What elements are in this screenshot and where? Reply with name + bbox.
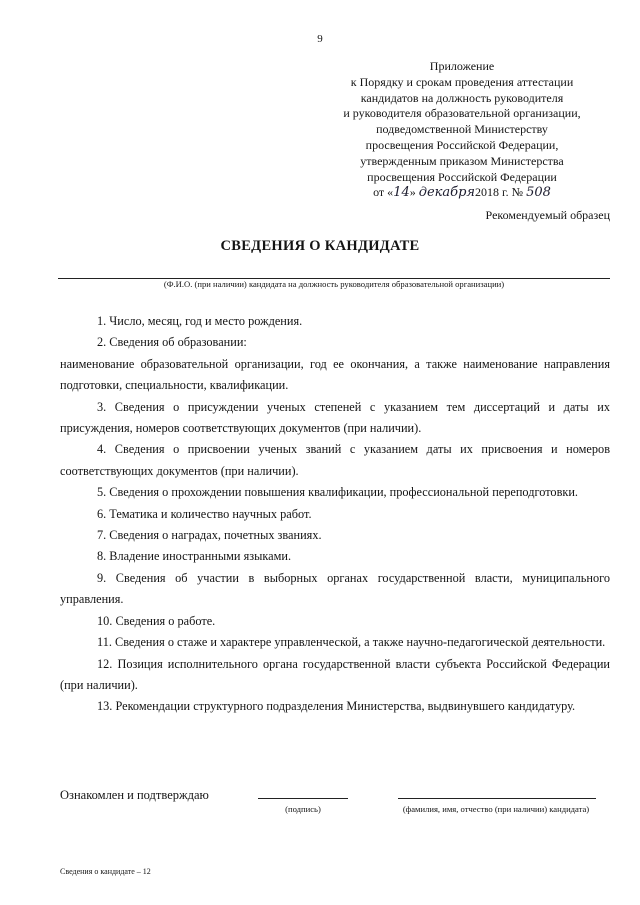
document-title: СВЕДЕНИЯ О КАНДИДАТЕ <box>220 238 420 254</box>
candidate-name-caption: (Ф.И.О. (при наличии) кандидата на должность руководителя образовательной организации) <box>163 279 505 289</box>
list-item: 10. Сведения о работе. <box>97 613 216 628</box>
date-year: 2018 г. № <box>475 185 524 200</box>
list-item: 5. Сведения о прохождении повышения квалификации, профессиональной переподготовки. <box>97 485 579 500</box>
date-prefix: от « <box>373 185 394 200</box>
list-item: 8. Владение иностранными языками. <box>97 549 292 564</box>
appendix-line: просвещения Российской Федерации <box>367 169 557 184</box>
list-item: 11. Сведения о стаже и характере управленческой, а также научно-педагогической деятельности. <box>97 635 606 650</box>
acknowledgement-label: Ознакомлен и подтверждаю <box>60 788 209 802</box>
date-mid: » <box>409 185 419 200</box>
appendix-line: и руководителя образовательной организации, <box>343 106 581 121</box>
appendix-line: просвещения Российской Федерации, <box>365 137 559 152</box>
list-item: 6. Тематика и количество научных работ. <box>97 506 312 521</box>
list-item: 13. Рекомендации структурного подразделения Министерства, выдвинувшего кандидатуру. <box>97 699 576 714</box>
handwritten-month: декабря <box>418 185 476 201</box>
appendix-line: утвержденным приказом Министерства <box>360 153 564 168</box>
handwritten-day: 14 <box>393 185 410 201</box>
list-item: наименование образовательной организации, год ее окончания, а также наименование направления подготовки, специальности, квалификации. <box>60 356 610 393</box>
list-item: 12. Позиция исполнительного органа государственной власти субъекта Российской Федерации (при наличии). <box>60 656 610 692</box>
list-item: 7. Сведения о наградах, почетных званиях. <box>97 528 322 543</box>
recommended-sample-note: Рекомендуемый образец <box>485 208 610 222</box>
signature-field-line <box>258 798 348 799</box>
list-item: 1. Число, месяц, год и место рождения. <box>97 314 303 328</box>
appendix-block <box>312 59 612 201</box>
list-item: 2. Сведения об образовании: <box>97 335 247 350</box>
list-item: 3. Сведения о присуждении ученых степеней с указанием тем диссертаций и даты их присуждения, номеров соответствующих документов (при наличии). <box>60 399 610 436</box>
appendix-line: к Порядку и срокам проведения аттестации <box>350 74 574 89</box>
page-number: 9 <box>317 33 323 45</box>
appendix-line: подведомственной Министерству <box>376 122 548 137</box>
appendix-line: Приложение <box>429 59 495 73</box>
appendix-line: кандидатов на должность руководителя <box>360 90 564 105</box>
handwritten-order-number: 508 <box>526 185 551 201</box>
full-name-caption: (фамилия, имя, отчество (при наличии) кандидата) <box>402 804 590 814</box>
list-item: 9. Сведения об участии в выборных органах государственной власти, муниципального управления. <box>60 570 610 607</box>
order-date-line <box>312 185 612 201</box>
signature-caption: (подпись) <box>285 804 321 814</box>
items-list <box>60 311 610 718</box>
list-item: 4. Сведения о присвоении ученых званий с указанием даты их присвоения и номеров соответствующих документов (при наличии). <box>60 442 610 478</box>
footer-note: Сведения о кандидате – 12 <box>60 867 151 876</box>
full-name-field-line <box>398 798 596 799</box>
